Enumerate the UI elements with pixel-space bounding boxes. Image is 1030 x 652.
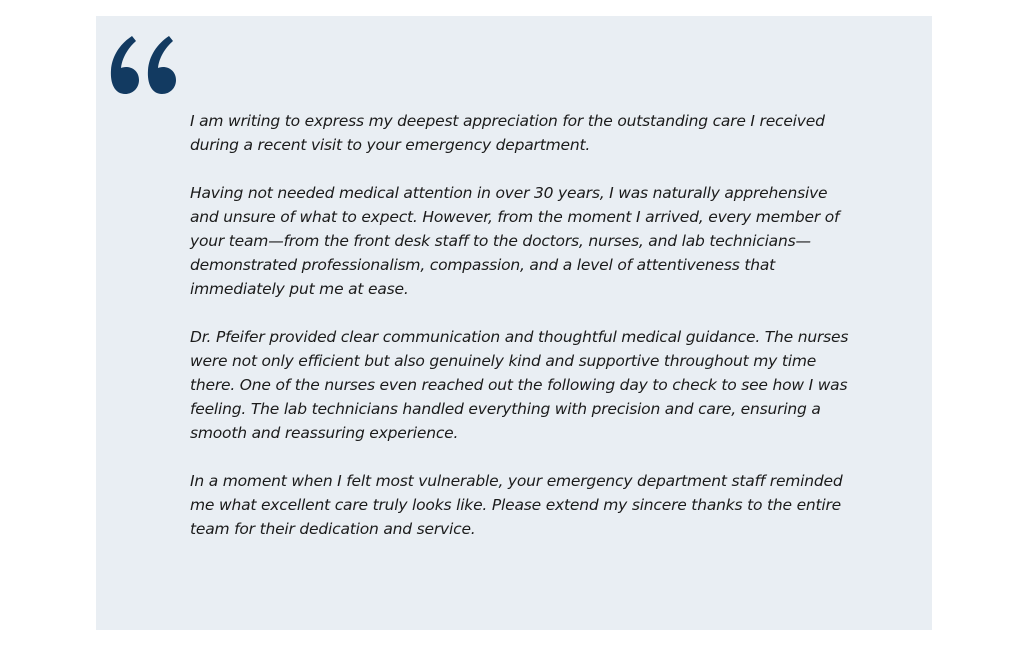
letter-paragraph-3: Dr. Pfeifer provided clear communication and thoughtful medical guidance. The nurses were not only efficient but also genuinely kind and supportive throughout my time there. One of the nurses even reached out the following day to check to see how I was feeling. The lab technicians handled everything with precision and care, ensuring a smooth and reassuring experience. bbox=[190, 328, 849, 442]
letter-paragraph-2: Having not needed medical attention in over 30 years, I was naturally apprehensive and unsure of what to expect. However, from the moment I arrived, every member of your team—from the front desk staff to the doctors, nurses, and lab technicians—demonstrated professionalism, compassion, and a level of attentiveness that immediately put me at ease. bbox=[190, 184, 840, 298]
letter-paragraph-4: In a moment when I felt most vulnerable, your emergency department staff reminded me what excellent care truly looks like. Please extend my sincere thanks to the entire team for their dedication and service. bbox=[190, 472, 843, 538]
letter-paragraph-1: I am writing to express my deepest appreciation for the outstanding care I received during a recent visit to your emergency department. bbox=[190, 112, 825, 154]
open-quote-icon bbox=[106, 34, 178, 96]
testimonial-card bbox=[96, 16, 932, 630]
testimonial-letter bbox=[190, 109, 850, 565]
